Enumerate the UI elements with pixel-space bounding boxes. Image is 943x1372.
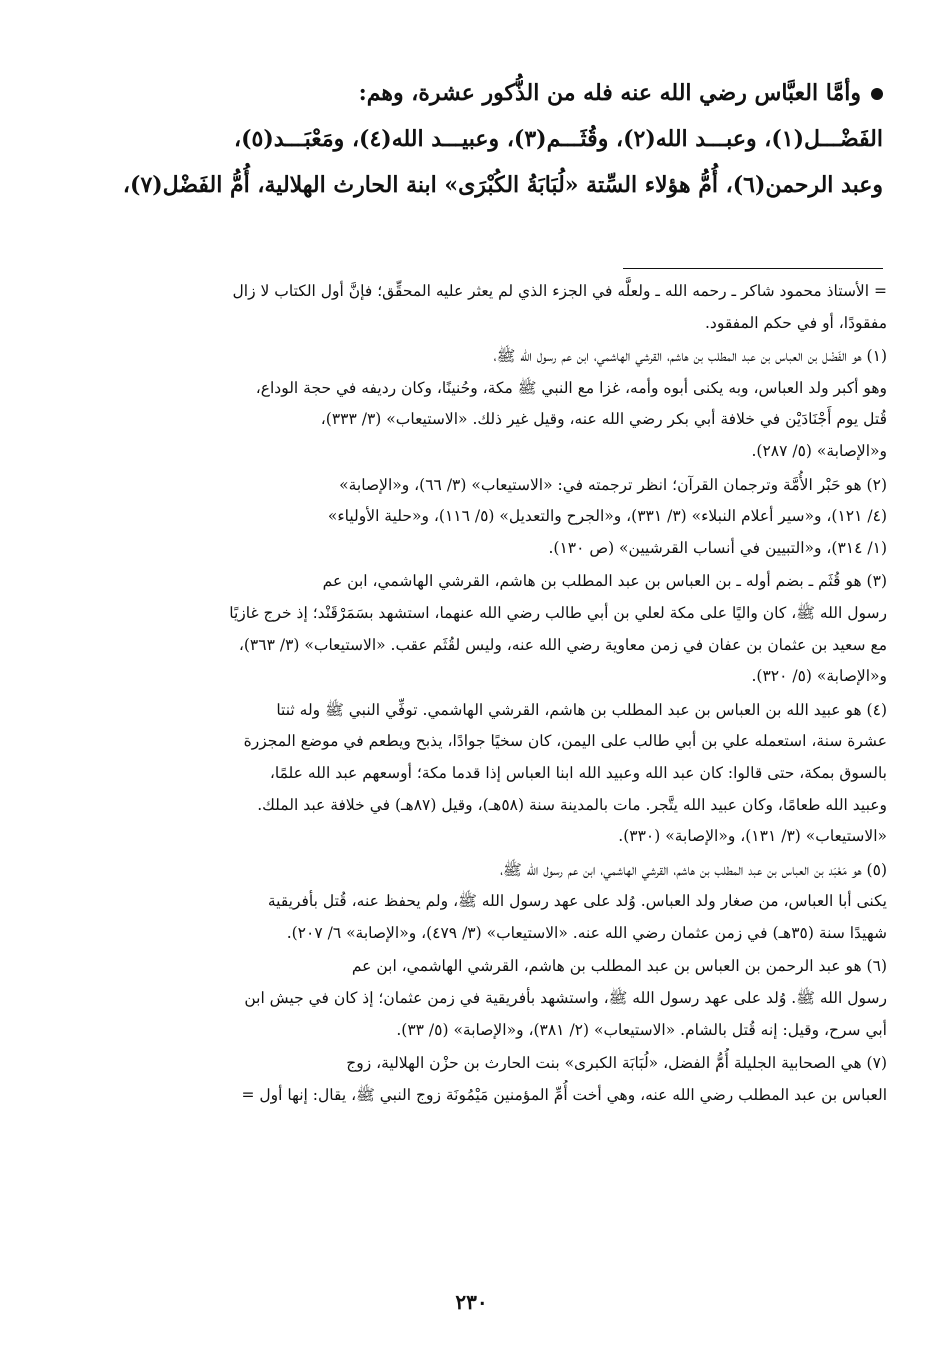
- footnote-line: (٧) هي الصحابية الجليلة أُمُّ الفضل، «لُبَابَة الكبرى» بنت الحارث بن حزْن الهلالية، زوج: [346, 1054, 887, 1073]
- footnote-line: مع سعيد بن عثمان بن عفان في زمن معاوية رضي الله عنه، وليس لقُثَم عقب. «الاستيعاب» (٣/ ٣٦٣)،: [238, 635, 887, 654]
- footnote-4: [56, 695, 887, 853]
- footnote-line: العباس بن عبد المطلب رضي الله عنه، وهي أخت أُمِّ المؤمنين مَيْمُونَة زوج النبي ﷺ، يقال: إنها أول =: [241, 1085, 887, 1104]
- footnote-line: عشرة سنة، استعمله علي بن أبي طالب على اليمن، كان سخيًا جوادًا، يذبح ويطعم في موضع المجزرة: [243, 732, 887, 751]
- footnote-line: (٤) هو عبيد الله بن العباس بن عبد المطلب بن هاشم، القرشي الهاشمي. توفِّي النبي ﷺ وله ثنتا: [276, 700, 887, 719]
- main-line-text: وأمَّا العبَّاس رضي الله عنه فله من الذُّكور عشرة، وهم:: [358, 80, 861, 106]
- footnote-line: وعبيد الله طعامًا، وكان عبيد الله يتَّجر. مات بالمدينة سنة (٥٨هـ)، وقيل (٨٧هـ) في خلافة عبد الملك.: [257, 795, 887, 814]
- footnote-line: بالسوق بمكة، حتى قالوا: كان عبد الله وعبيد الله ابنا العباس إذا قدما مكة؛ أوسعهم عبد الله علمًا،: [269, 763, 887, 782]
- footnotes-section: [56, 276, 887, 1113]
- bullet-icon: [871, 88, 883, 100]
- footnote-line: وهو أكبر ولد العباس، وبه يكنى أبوه وأمه، غزا مع النبي ﷺ مكة، وحُنينًا، وكان رديفه في حجة الوداع،: [255, 378, 887, 397]
- footnote-line: (٢) هو حَبْر الأُمَّة وترجمان القرآن؛ انظر ترجمته في: «الاستيعاب» (٣/ ٦٦)، و«الإصابة»: [339, 475, 887, 494]
- footnote-line: (٥) هو مَعْبَد بن العباس بن عبد المطلب بن هاشم، القرشي الهاشمي، ابن عم رسول الله ﷺ،: [500, 860, 887, 879]
- footnote-continuation: [56, 276, 887, 339]
- footnote-2: [56, 470, 887, 565]
- footnote-line: (١/ ٣١٤)، و«التبيين في أنساب القرشيين» (ص ١٣٠).: [548, 538, 887, 557]
- footnote-1: [56, 341, 887, 467]
- page-number: ٢٣٠: [455, 1290, 488, 1314]
- footnote-line: مفقودًا، أو في حكم المفقود.: [705, 313, 887, 332]
- footnote-line: (١) هو الفَضْل بن العباس بن عبد المطلب بن هاشم، القرشي الهاشمي، ابن عم رسول الله ﷺ،: [493, 347, 887, 366]
- main-line: [60, 70, 883, 116]
- footnote-line: = الأستاذ محمود شاكر ـ رحمه الله ـ ولعلَّه في الجزء الذي لم يعثر عليه المحقِّق؛ فإنَّ أول الكتاب لا زال: [232, 282, 887, 300]
- footnote-7: [56, 1048, 887, 1111]
- footnote-line: شهيدًا سنة (٣٥هـ) في زمن عثمان رضي الله عنه. «الاستيعاب» (٣/ ٤٧٩)، و«الإصابة» ٦/ ٢٠٧).: [286, 923, 887, 942]
- footnote-line: قُتل يوم أَجْنَادَيْن في خلافة أبي بكر رضي الله عنه، وقيل غير ذلك. «الاستيعاب» (٣/ ٣٣٣)،: [320, 410, 887, 429]
- main-line: وعبد الرحمن(٦)، أُمُّ هؤلاء السِّتة «لُبَابَةُ الكُبْرَى» ابنة الحارث الهلالية، أُمُّ الفَضْل(٧)،: [122, 172, 883, 198]
- main-paragraph: [60, 70, 883, 208]
- footnote-line: و«الإصابة» (٥/ ٢٨٧).: [751, 441, 887, 460]
- footnote-line: و«الإصابة» (٥/ ٣٢٠).: [751, 667, 887, 686]
- footnote-3: [56, 566, 887, 692]
- footnote-line: (٦) هو عبد الرحمن بن العباس بن عبد المطلب بن هاشم، القرشي الهاشمي، ابن عم: [351, 957, 887, 976]
- footnote-6: [56, 951, 887, 1046]
- footnote-line: (٣) هو قُثَم ـ بضم أوله ـ بن العباس بن عبد المطلب بن هاشم، القرشي الهاشمي، ابن عم: [322, 572, 887, 591]
- footnote-5: [56, 855, 887, 950]
- footnote-line: رسول الله ﷺ. وُلد على عهد رسول الله ﷺ، واستشهد بأفريقية في زمن عثمان؛ إذ كان في جيش ابن: [244, 989, 887, 1008]
- main-text-block: [60, 70, 883, 208]
- footnote-divider: [623, 268, 883, 269]
- footnote-line: يكنى أبا العباس، من صغار ولد العباس. وُلد على عهد رسول الله ﷺ، ولم يحفظ عنه، قُتل بأفريقية: [267, 892, 887, 911]
- footnote-line: «الاستيعاب» (٣/ ١٣١)، و«الإصابة» (٣٣٠).: [618, 827, 887, 846]
- main-line: الفَضْـــل(١)، وعبـــد الله(٢)، وقُثَـــم(٣)، وعبيـــد الله(٤)، ومَعْبَـــد(٥)،: [233, 126, 883, 152]
- footnote-line: رسول الله ﷺ، كان واليًا على مكة لعلي بن أبي طالب رضي الله عنهما، استشهد بسَمَرْقَنْد؛ إذ خرج غازيًا: [229, 603, 887, 622]
- footnote-line: (٤/ ١٢١)، و«سير أعلام النبلاء» (٣/ ٣٣١)، و«الجرح والتعديل» (٥/ ١١٦)، و«حلية الأولياء»: [327, 507, 887, 526]
- footnote-line: أبي سرح، وقيل: إنه قُتل بالشام. «الاستيعاب» (٢/ ٣٨١)، و«الإصابة» (٥/ ٣٣).: [396, 1020, 887, 1039]
